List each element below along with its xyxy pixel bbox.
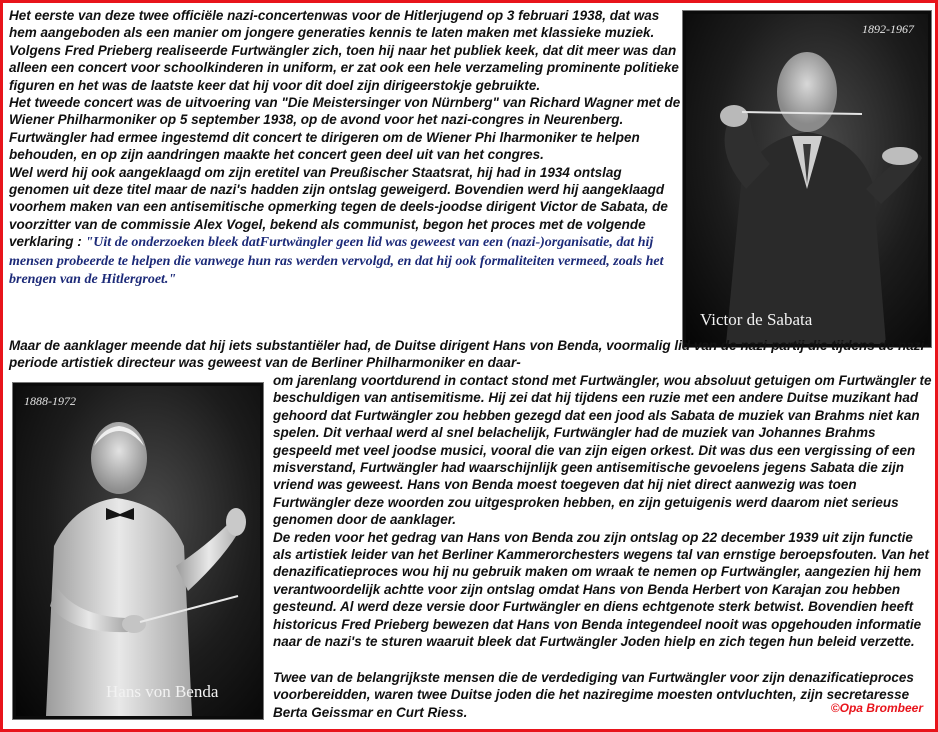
copyright-label: ©Opa Brombeer [830,701,923,715]
sabata-years-label: 1892-1967 [862,22,914,36]
paragraph-meistersinger: Het tweede concert was de uitvoering van "Die Meistersinger von Nürnberg" van Richard Wagner met de Wiener Philharmoniker op 5 september 1938, op de avond voor het nazi-congres in Neurenberg. Furtwängler had ermee ingestemd dit concert te dirigeren om de Wiener Phi lharmoniker te helpen behouden, en op zijn aandringen maakte het concert geen deel uit van het congres. [9,95,681,163]
paragraph-hitlerjugend: Het eerste van deze twee officiële nazi-concertenwas voor de Hitlerjugend op 3 februari 1938, dat was hem aangeboden als een manier om jongere generaties kennis te laten maken met klassieke muziek. Volgens Fred Prieberg realiseerde Furtwängler zich, toen hij naar het publiek keek, dat dit meer was dan alleen een concert voor schoolkinderen in uniform, er zat ook een hele verzameling prominente politieke figuren en het was de laatste keer dat hij voor dit doel zijn dirigeerstokje gebruikte. [9,8,679,93]
article-top-column [9,7,681,289]
paragraph-ontslag-benda: De reden voor het gedrag van Hans von Benda zou zijn ontslag op 22 december 1939 uit zijn functie als artistiek leider van het Berliner Kammerorchesters wegens tal van ernstige beroepsfouten. Van het denazificatieproces wou hij nu gebruik maken om wraak te nemen op Furtwängler, aangezien hij hem verantwoordelijk achtte voor zijn ontslag omdat Hans von Benda Herbert von Karajan zou hebben gesteund. Al werd deze versie door Furtwängler en diens echtgenote sterk betwist. Bovendien heeft historicus Fred Prieberg bewezen dat Hans von Benda integendeel nooit was opgehouden informatie naar de nazi's te sturen waaruit bleek dat Furtwängler Joden hielp en zich tegen hun beleid verzette. [273,529,929,650]
conductor-white-jacket-icon [16,386,260,716]
article-aanklager-intro [9,337,929,372]
benda-years-label: 1888-1972 [24,394,76,408]
victor-de-sabata-photo [683,11,931,347]
sabata-caption: Victor de Sabata [700,310,813,329]
conductor-silhouette-icon [686,14,928,344]
paragraph-aanklager-rest: om jarenlang voortdurend in contact stond met Furtwängler, wou absoluut getuigen om Furtwängler te beschuldigen van antisemitisme. Hij zei dat hij tijdens een ruzie met een andere Duitse muzikant had gehoord dat Furtwängler zou hebben gezegd dat een jood als Sabata de muziek van Brahms niet kan spelen. Dit verhaal werd al snel belachelijk, Furtwängler had de muziek van Johannes Brahms gespeeld met veel joodse musici, vooral die van zijn eigen orkest. Dit was dus een vergissing of een misverstand, Furtwängler had waarschijnlijk geen antisemitische gevoelens jegens Sabata die zijn vriend was geweest. Hans von Benda moest toegeven dat hij niet direct aanwezig was toen Furtwängler deze woorden zou uitgesproken hebben, en zijn getuigenis werd daarom niet serieus genomen door de aanklager. [273,373,932,528]
article-right-column [273,372,933,651]
paragraph-staatsrat: Wel werd hij ook aangeklaagd om zijn eretitel van Preußischer Staatsrat, hij had in 1934 ontslag genomen uit deze titel maar de nazi's hadden zijn ontslag geweigerd. Bovendien werd hij aangeklaagd voorheт maken van een antisemitische opmerking tegen de deels-joodse dirigent Victor de Sabata, de voorzitter van de commissie Alex Vogel, bekend als communist, begon het proces met de volgende verklaring : [9,164,668,250]
benda-caption: Hans von Benda [106,682,219,701]
vogel-quote: "Uit de onderzoeken bleek datFurtwängler geen lid was geweest van een (nazi-)organisatie, dat hij mensen probeerde te helpen die vanwege hun ras werden vervolgd, en dat hij ook formaliteiten vermeed, zoals het brengen van de Hitlergroet." [9,235,664,288]
paragraph-verdediging: Twee van de belangrijkste mensen die de verdediging van Furtwängler voor zijn denazificatieproces voorbereidden, waren twee Duitse joden die het naziregime moesten ontvluchten, zijn secretaresse Berta Geissmar en Curt Riess. [273,670,914,720]
hans-von-benda-photo [13,383,263,719]
paragraph-aanklager-start: Maar de aanklager meende dat hij iets substantiëler had, de Duitse dirigent Hans von Benda, voormalig lid van de nazi-partij die tijdens de nazi-periode artistiek directeur was geweest van de Berliner Philharmoniker en daar- [9,338,929,371]
